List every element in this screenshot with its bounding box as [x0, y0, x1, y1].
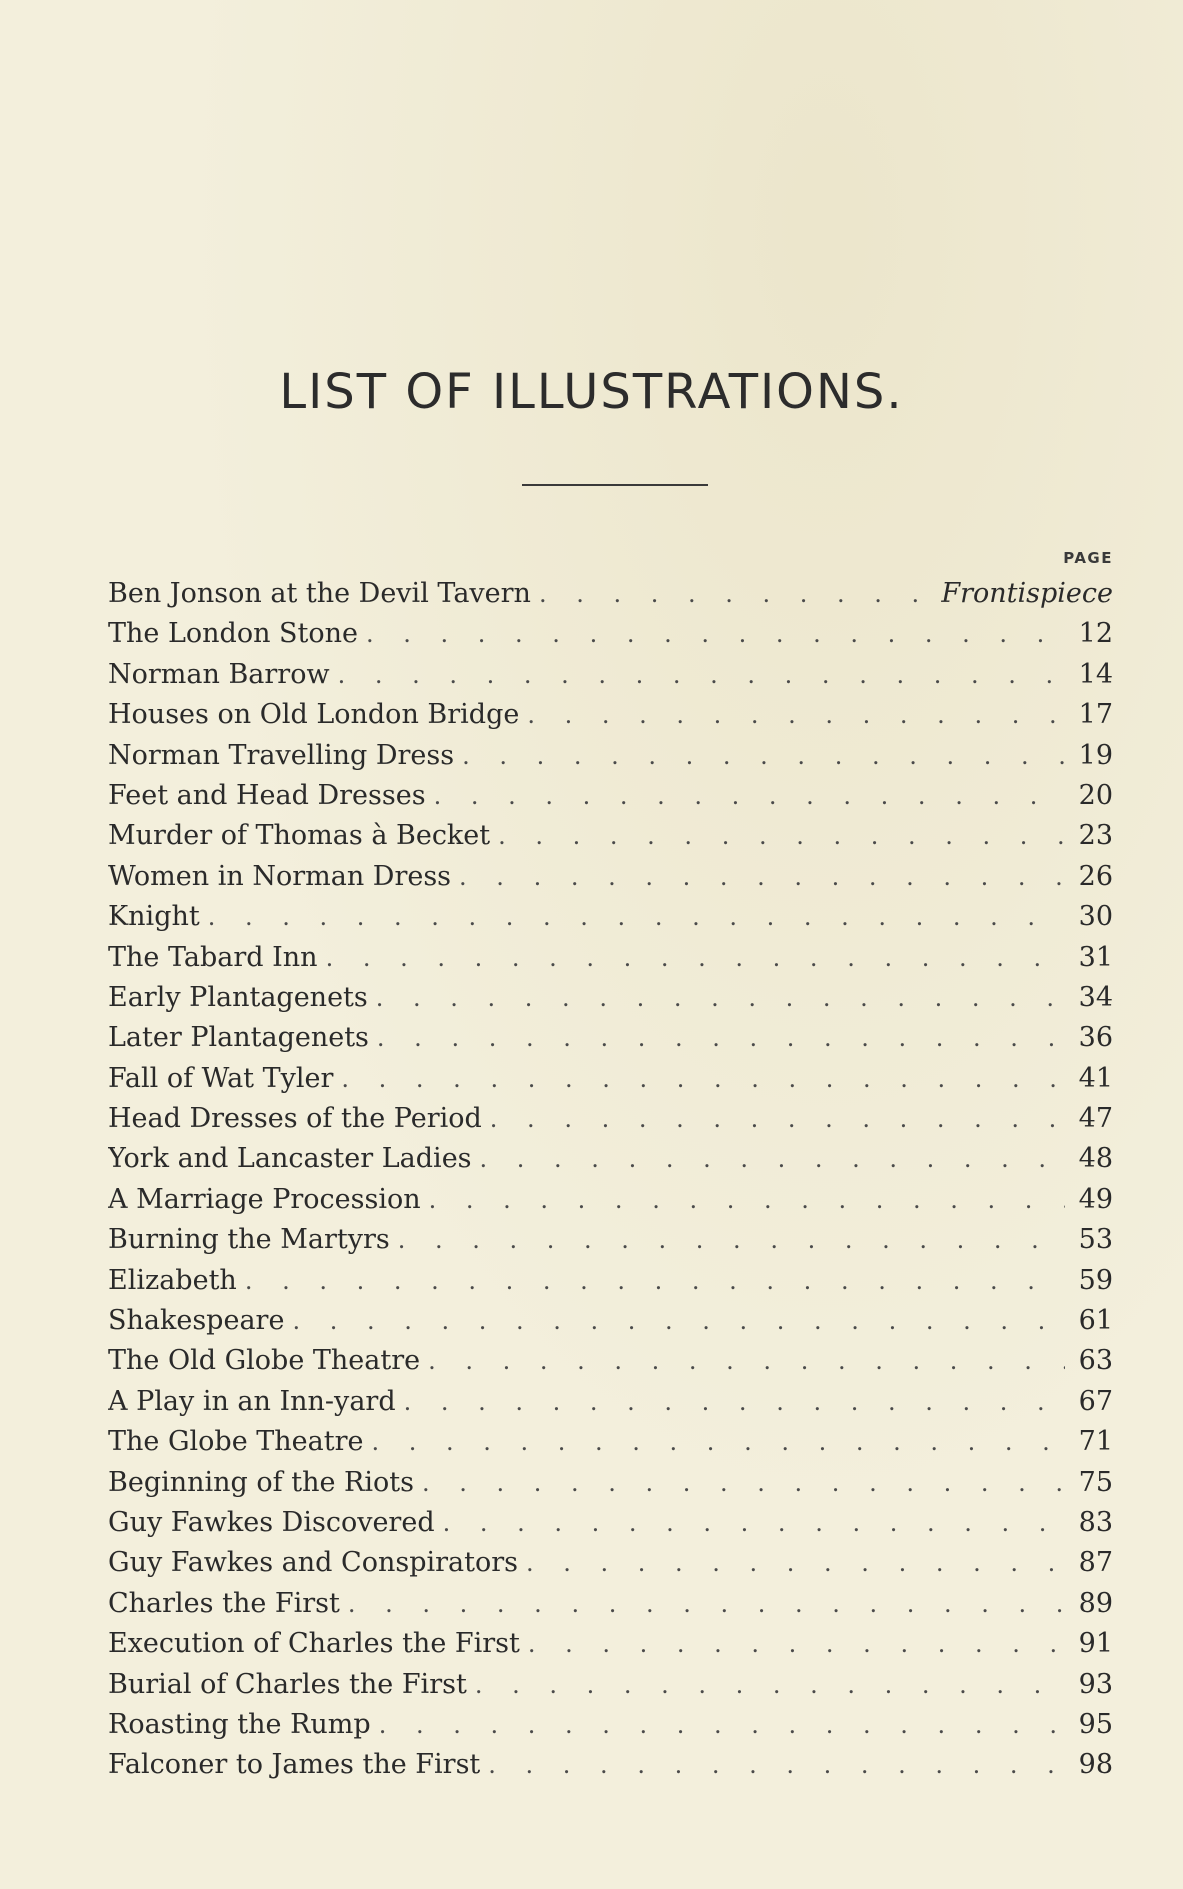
dot-leader: [462, 742, 1065, 770]
page-number: 98: [1078, 1749, 1113, 1781]
illustration-title: Early Plantagenets: [108, 981, 368, 1013]
list-item: [108, 820, 1113, 860]
illustration-title: Beginning of the Riots: [108, 1466, 414, 1498]
list-item: [108, 578, 1113, 618]
page-number: 91: [1078, 1628, 1113, 1660]
page-number: 48: [1078, 1143, 1113, 1175]
illustration-title: Norman Travelling Dress: [108, 739, 455, 771]
dot-leader: [429, 1186, 1065, 1214]
page-number: 89: [1078, 1587, 1113, 1619]
page-number: 75: [1078, 1466, 1113, 1498]
dot-leader: [459, 863, 1065, 891]
page-number: 83: [1078, 1506, 1113, 1538]
illustration-title: The Globe Theatre: [108, 1426, 364, 1458]
dot-leader: [245, 1267, 1065, 1295]
list-item: [108, 1547, 1113, 1587]
illustration-title: Shakespeare: [108, 1305, 285, 1337]
dot-leader: [341, 1065, 1065, 1093]
illustration-title: The London Stone: [108, 618, 359, 650]
illustration-list: [108, 578, 1113, 1790]
illustration-title: Charles the First: [108, 1587, 340, 1619]
page-number: 71: [1078, 1426, 1113, 1458]
dot-leader: [428, 1347, 1065, 1375]
illustration-title: Norman Barrow: [108, 658, 330, 690]
illustration-title: Burning the Martyrs: [108, 1224, 390, 1256]
illustration-title: Knight: [108, 901, 200, 933]
page-number: 87: [1078, 1547, 1113, 1579]
page-title: LIST OF ILLUSTRATIONS.: [279, 364, 904, 421]
page-number: 63: [1078, 1345, 1113, 1377]
dot-leader: [490, 1105, 1065, 1133]
list-item: [108, 1022, 1113, 1062]
page-number: 53: [1078, 1224, 1113, 1256]
list-item: [108, 780, 1113, 820]
list-item: [108, 1386, 1113, 1426]
page-number: 20: [1078, 779, 1113, 811]
page-number: 12: [1078, 618, 1113, 650]
list-item: [108, 699, 1113, 739]
illustration-title: The Tabard Inn: [108, 941, 318, 973]
page-number: 23: [1078, 820, 1113, 852]
dot-leader: [527, 701, 1065, 729]
list-item: [108, 659, 1113, 699]
page-number: 59: [1078, 1264, 1113, 1296]
dot-leader: [338, 661, 1065, 689]
list-item: [108, 1588, 1113, 1628]
page-number: 17: [1078, 699, 1113, 731]
list-item: [108, 1345, 1113, 1385]
illustration-title: Guy Fawkes Discovered: [108, 1506, 435, 1538]
dot-leader: [528, 1630, 1065, 1658]
list-item: [108, 1103, 1113, 1143]
illustration-title: Head Dresses of the Period: [108, 1103, 482, 1135]
dot-leader: [366, 620, 1065, 648]
list-item: [108, 1224, 1113, 1264]
dot-leader: [488, 1751, 1065, 1779]
illustration-title: Execution of Charles the First: [108, 1628, 520, 1660]
page-number: 49: [1078, 1183, 1113, 1215]
list-item: [108, 942, 1113, 982]
page-number: 14: [1078, 658, 1113, 690]
dot-leader: [377, 1024, 1065, 1052]
list-item: [108, 1143, 1113, 1183]
page-column-label: PAGE: [1063, 549, 1113, 567]
list-item: [108, 740, 1113, 780]
illustration-title: Elizabeth: [108, 1264, 237, 1296]
page-number: 93: [1078, 1668, 1113, 1700]
list-item: [108, 982, 1113, 1022]
page-number: 47: [1078, 1103, 1113, 1135]
illustration-title: Feet and Head Dresses: [108, 779, 426, 811]
dot-leader: [398, 1226, 1065, 1254]
dot-leader: [526, 1549, 1065, 1577]
dot-leader: [422, 1469, 1065, 1497]
list-item: [108, 1305, 1113, 1345]
illustration-title: Falconer to James the First: [108, 1749, 481, 1781]
page-number: 61: [1078, 1305, 1113, 1337]
list-item: [108, 1507, 1113, 1547]
page-number: 34: [1078, 981, 1113, 1013]
dot-leader: [376, 984, 1065, 1012]
illustration-title: Murder of Thomas à Becket: [108, 820, 491, 852]
illustration-title: The Old Globe Theatre: [108, 1345, 421, 1377]
dot-leader: [326, 944, 1065, 972]
page-number: 41: [1078, 1062, 1113, 1094]
dot-leader: [348, 1590, 1065, 1618]
illustration-title: A Marriage Procession: [108, 1183, 421, 1215]
list-item: [108, 1749, 1113, 1789]
illustration-title: Later Plantagenets: [108, 1022, 369, 1054]
dot-leader: [379, 1711, 1065, 1739]
list-item: [108, 861, 1113, 901]
page-number: 19: [1078, 739, 1113, 771]
dot-leader: [371, 1428, 1065, 1456]
illustration-title: Women in Norman Dress: [108, 860, 452, 892]
list-item: [108, 1426, 1113, 1466]
list-item: [108, 901, 1113, 941]
title-divider: [522, 484, 708, 486]
list-item: [108, 618, 1113, 658]
dot-leader: [434, 782, 1065, 810]
illustration-title: Burial of Charles the First: [108, 1668, 467, 1700]
illustration-title: A Play in an Inn-yard: [108, 1385, 396, 1417]
illustration-title: York and Lancaster Ladies: [108, 1143, 472, 1175]
dot-leader: [539, 580, 933, 608]
dot-leader: [292, 1307, 1065, 1335]
page-number: 31: [1078, 941, 1113, 973]
dot-leader: [443, 1509, 1065, 1537]
illustration-title: Roasting the Rump: [108, 1708, 371, 1740]
list-item: [108, 1669, 1113, 1709]
illustration-title: Ben Jonson at the Devil Tavern: [108, 578, 531, 609]
list-item: [108, 1265, 1113, 1305]
illustration-title: Guy Fawkes and Conspirators: [108, 1547, 518, 1579]
dot-leader: [480, 1145, 1065, 1173]
list-item: [108, 1184, 1113, 1224]
list-item: [108, 1628, 1113, 1668]
page-number: 30: [1078, 901, 1113, 933]
page-number: 95: [1078, 1708, 1113, 1740]
page-number: 36: [1078, 1022, 1113, 1054]
dot-leader: [404, 1388, 1065, 1416]
illustration-title: Fall of Wat Tyler: [108, 1062, 334, 1094]
page-number: 26: [1078, 860, 1113, 892]
dot-leader: [475, 1671, 1065, 1699]
list-item: [108, 1709, 1113, 1749]
list-item: [108, 1467, 1113, 1507]
page-number: Frontispiece: [941, 578, 1113, 609]
dot-leader: [498, 822, 1065, 850]
dot-leader: [208, 903, 1065, 931]
list-item: [108, 1063, 1113, 1103]
page-number: 67: [1078, 1385, 1113, 1417]
illustration-title: Houses on Old London Bridge: [108, 699, 520, 731]
